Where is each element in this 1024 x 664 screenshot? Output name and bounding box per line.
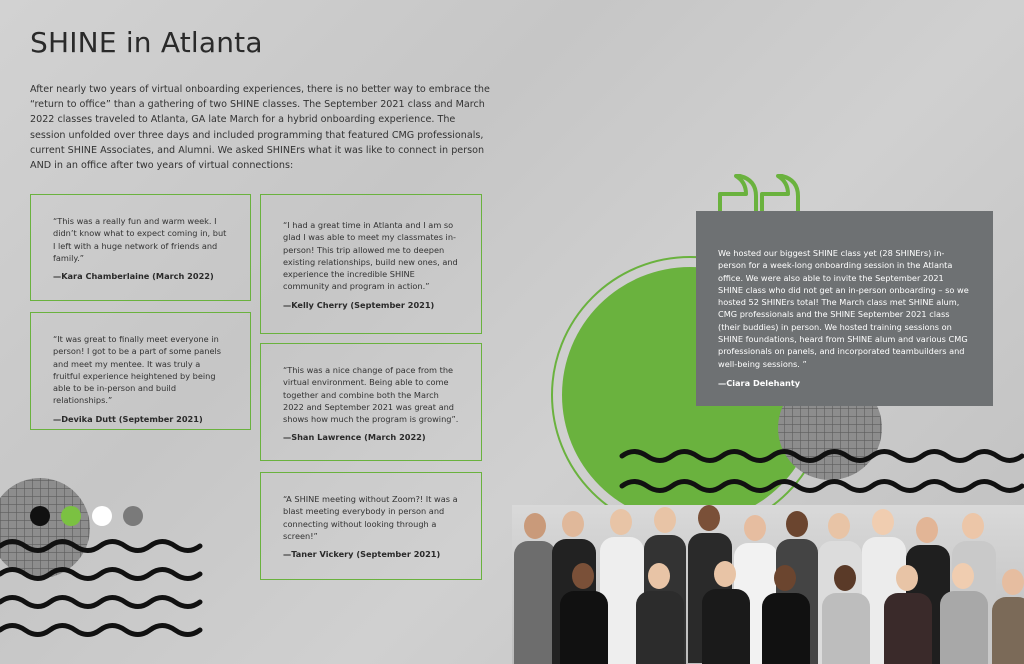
dot-green [61,506,81,526]
quote-text: “It was great to finally meet everyone in person! I got to be a part of some panels and meet my mentee. It was truly a fruitful experience heightened by being able to be in-person and build relationships.” [53,334,222,406]
quote-author: —Taner Vickery (September 2021) [283,549,441,560]
quote-card [30,312,251,430]
quote-author: —Devika Dutt (September 2021) [53,413,203,424]
quote-text: “I had a great time in Atlanta and I am so glad I was able to meet my classmates in-person! This trip allowed me to deepen existing relationships, build new ones, and experience the incredible SHINE community and program in action.” [283,220,458,292]
featured-quote-panel [696,211,993,406]
quote-card [260,343,482,461]
dot-white [92,506,112,526]
group-photo [512,505,1024,664]
quote-text: “This was a nice change of pace from the virtual environment. Being able to come together and combine both the March 2022 and September 2021 was great and shows how much the program is growing”. [283,365,459,425]
dot-black [30,506,50,526]
quote-author: —Shan Lawrence (March 2022) [283,432,426,443]
quote-text: “This was a really fun and warm week. I didn’t know what to expect coming in, but I left with a huge network of friends and family.” [53,216,227,263]
quote-text: “A SHINE meeting without Zoom?! It was a blast meeting everybody in person and connecting without looking through a screen!” [283,494,458,541]
quote-card [30,194,251,301]
dot-gray [123,506,143,526]
featured-quote-text: We hosted our biggest SHINE class yet (28 SHINErs) in-person for a week-long onboarding session in the Atlanta office. We were also able to invite the September 2021 SHINE class who did not get an in-person onboarding – so we hosted 52 SHINErs total! The March class met SHINE alum, CMG professionals and the SHINE September 2021 class (their buddies) in person. We hosted training sessions on SHINE foundations, heard from SHINE alum and various CMG professionals on panels, and incorporated teambuilders and well-being sessions. ” [718,248,969,369]
page-title: SHINE in Atlanta [30,26,263,59]
quote-author: —Kelly Cherry (September 2021) [283,299,435,310]
quote-card [260,472,482,580]
featured-quote-author: —Ciara Delehanty [718,377,801,388]
intro-paragraph: After nearly two years of virtual onboarding experiences, there is no better way to embrace the “return to office” than a gathering of two SHINE classes. The September 2021 class and March 2022 classes traveled to Atlanta, GA late March for a hybrid onboarding experience. The session unfolded over three days and included programming that featured CMG professionals, current SHINE Associates, and Alumni. We asked SHINErs what it was like to connect in person AND in an office after two years of virtual connections: [30,84,490,172]
quote-author: —Kara Chamberlaine (March 2022) [53,271,214,282]
quote-card [260,194,482,334]
